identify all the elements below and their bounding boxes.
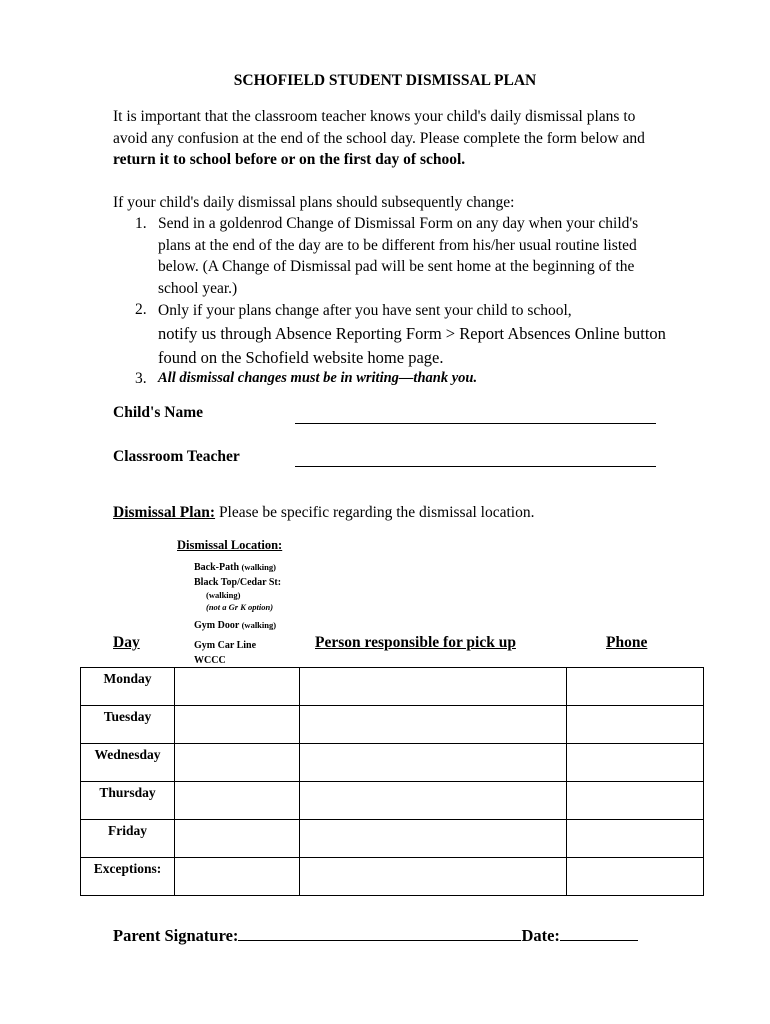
- day-label: Wednesday: [94, 747, 161, 762]
- person-cell[interactable]: [300, 782, 567, 820]
- location-cell[interactable]: [175, 820, 300, 858]
- location-cell[interactable]: [175, 706, 300, 744]
- location-cell[interactable]: [175, 858, 300, 896]
- table-row: [81, 820, 704, 858]
- dismissal-schedule-table: [80, 667, 704, 896]
- step-number: 2.: [135, 301, 147, 318]
- child-name-field[interactable]: [295, 423, 656, 424]
- step-text: All dismissal changes must be in writing—thank you.: [158, 370, 478, 386]
- location-gym-door: [194, 619, 276, 632]
- person-cell[interactable]: [300, 820, 567, 858]
- dismissal-plan-text: Please be specific regarding the dismissal location.: [215, 504, 535, 521]
- date-field[interactable]: [560, 926, 638, 941]
- step-text-part-b: notify us through Absence Reporting Form > Report Absences Online button found on the Schofield website home page.: [158, 324, 666, 367]
- phone-cell[interactable]: [567, 820, 704, 858]
- location-gym-door-label: Gym Door: [194, 620, 240, 631]
- day-label: Thursday: [99, 785, 156, 800]
- table-row: [81, 782, 704, 820]
- change-instructions-lead: If your child's daily dismissal plans should subsequently change:: [113, 194, 515, 211]
- location-blacktop-note-2: (not a Gr K option): [206, 602, 274, 612]
- location-blacktop: [194, 577, 281, 613]
- step-number: 3.: [135, 370, 147, 387]
- parent-signature-field[interactable]: [238, 926, 521, 941]
- column-header-phone: Phone: [606, 634, 648, 651]
- step-text: [158, 299, 673, 370]
- phone-cell[interactable]: [567, 706, 704, 744]
- day-cell: [81, 744, 175, 782]
- location-cell[interactable]: [175, 668, 300, 706]
- location-cell[interactable]: [175, 782, 300, 820]
- parent-signature-label: Parent Signature:: [113, 926, 239, 945]
- table-row: [81, 858, 704, 896]
- person-cell[interactable]: [300, 744, 567, 782]
- phone-cell[interactable]: [567, 668, 704, 706]
- step-text-part-a: Only if your plans change after you have sent your child to school,: [158, 302, 572, 319]
- person-cell[interactable]: [300, 668, 567, 706]
- phone-cell[interactable]: [567, 744, 704, 782]
- day-cell: [81, 820, 175, 858]
- day-label: Exceptions:: [93, 861, 162, 876]
- dismissal-plan-label: Dismissal Plan:: [113, 504, 216, 521]
- intro-text: It is important that the classroom teacher knows your child's daily dismissal plans to avoid any confusion at the end of the school day. Please complete the form below and: [113, 108, 645, 147]
- column-header-day: Day: [113, 634, 140, 651]
- classroom-teacher-label: Classroom Teacher: [113, 448, 240, 465]
- step-number: 1.: [135, 215, 147, 232]
- date-label: Date:: [521, 926, 560, 945]
- classroom-teacher-field[interactable]: [295, 466, 656, 467]
- day-label: Tuesday: [103, 709, 152, 724]
- phone-cell[interactable]: [567, 782, 704, 820]
- table-row: [81, 668, 704, 706]
- day-cell: [81, 668, 175, 706]
- day-cell: [81, 858, 175, 896]
- location-wccc: WCCC: [194, 655, 226, 666]
- step-text: Send in a goldenrod Change of Dismissal Form on any day when your child's plans at the end of the day are to be different from his/her usual routine listed below. (A Change of Dismissal pad will be sent home at the beginning of the school year.): [158, 215, 639, 297]
- location-backpath-note: (walking): [241, 562, 276, 572]
- child-name-label: Child's Name: [113, 404, 203, 421]
- person-cell[interactable]: [300, 858, 567, 896]
- location-cell[interactable]: [175, 744, 300, 782]
- phone-cell[interactable]: [567, 858, 704, 896]
- table-row: [81, 744, 704, 782]
- location-backpath-label: Back-Path: [194, 562, 239, 573]
- day-cell: [81, 706, 175, 744]
- location-blacktop-note: (walking): [206, 590, 241, 600]
- intro-paragraph: [113, 106, 673, 171]
- dismissal-plan-line: [113, 504, 534, 522]
- intro-bold-text: return it to school before or on the first day of school.: [113, 151, 466, 168]
- location-gym-door-note: (walking): [241, 620, 277, 630]
- column-header-person: Person responsible for pick up: [315, 634, 516, 651]
- form-title: SCHOFIELD STUDENT DISMISSAL PLAN: [233, 72, 537, 89]
- day-label: Monday: [103, 671, 152, 686]
- day-cell: [81, 782, 175, 820]
- dismissal-location-heading: Dismissal Location:: [177, 538, 283, 552]
- table-row: [81, 706, 704, 744]
- person-cell[interactable]: [300, 706, 567, 744]
- location-blacktop-label: Black Top/Cedar St:: [194, 577, 282, 588]
- location-gym-car-line: Gym Car Line: [194, 640, 257, 651]
- signature-line: [113, 926, 638, 946]
- day-label: Friday: [108, 823, 147, 838]
- location-backpath: [194, 561, 276, 574]
